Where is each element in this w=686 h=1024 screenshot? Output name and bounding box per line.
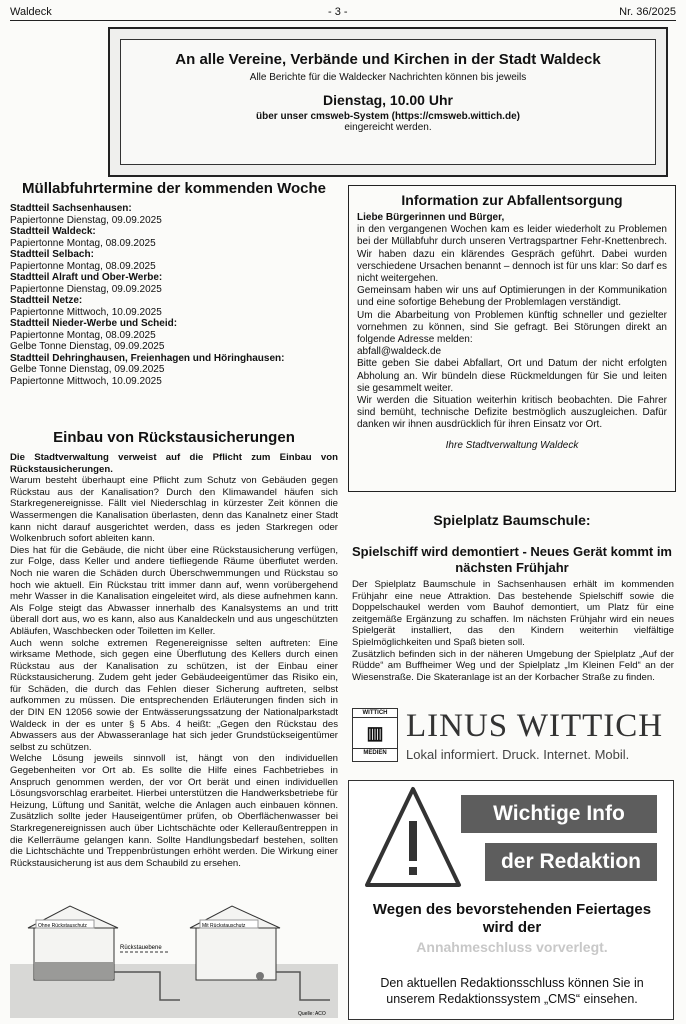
notice-inner bbox=[120, 39, 656, 165]
warning-icon bbox=[363, 785, 463, 895]
pickup-date: Papiertonne Montag, 08.09.2025 bbox=[10, 260, 156, 272]
left-column bbox=[10, 180, 338, 869]
notice-title: An alle Vereine, Verbände und Kirchen in der Stadt Waldeck bbox=[175, 51, 601, 68]
badge-top-text: WITTICH bbox=[353, 709, 397, 718]
info-main-text: Wegen des bevorstehenden Feiertages wird der bbox=[372, 901, 652, 936]
label-without: Ohne Rückstauschutz bbox=[38, 923, 87, 929]
abfall-greeting: Liebe Bürgerinnen und Bürger, bbox=[357, 212, 505, 223]
page-header bbox=[10, 6, 676, 21]
rueck-para-3: Auch wenn solche extremen Regenereignisse selten auftreten: Eine wirksame Methode, sich gegen eine Überflutung des Kellers durch einen Rückstau aus der Kanalisation zu schützen, ist der Einbau einer Rückstausicherung. Zudem geht jeder Gebäudeeigentümer das Risiko ein, für Schäden, die durch das Fehlen dieser Sicherung auftreten, selbst aufkommen zu müssen. Die entsprechenden Erläuterungen finden sich in der DIN EN 12056 sowie der Entwässerungssatzung der Nationalparkstadt Waldeck in der es unter § 5 Abs. 4 heißt: „Gegen den Rückstau des Abwassers aus der Abwasseranlage hat sich jeder Grundstückseigentümer selbst zu schützen. bbox=[10, 637, 338, 753]
rueck-para-2: Dies hat für die Gebäude, die nicht über eine Rückstausicherung verfügen, zur Folge, dass Keller und andere tiefliegende Räume überflutet werden. Noch nie waren die Schäden durch Überschwemmungen und Rückstau so hoch wie aktuell. Ein Rückstau tritt immer dann auf, wenn vorübergehend mehr Wasser in die Kanalisation eingeleitet wird, als diese aufnehmen kann. Als Folge steigt das Abwasser innerhalb des Kanalsystems an und tritt überall dort aus, wo es kann, also aus Kanaldeckeln und aus ungeschützten Abläufen, Waschbecken oder Toiletten im Keller. bbox=[10, 544, 338, 637]
muell-list bbox=[10, 203, 338, 387]
district-heading: Stadtteil Nieder-Werbe und Scheid: bbox=[10, 318, 178, 329]
abfall-para-5: Bitte geben Sie dabei Abfallart, Ort und Datum der nicht erfolgten Abholung an. Wir bündeln diese Rückmeldungen für Sie und leiten sie gesammelt weiter. bbox=[357, 358, 667, 394]
info-main-faded: Annahmeschluss vorverlegt. bbox=[416, 939, 608, 955]
abfall-para-3: Um die Abarbeitung von Problemen künftig schneller und gezielter vornehmen zu können, sind Sie gefragt. Bei Störungen direkt an folgende Adresse melden: bbox=[357, 309, 667, 346]
linus-wittich-logo bbox=[352, 708, 670, 770]
abfall-para-1: in den vergangenen Wochen kam es leider wiederholt zu Problemen bei der Müllabfuhr durch unseren Vertragspartner Fehr-Knettenbrech. Wir haben dazu ein klärendes Gespräch geführt. Dabei wurden verschiedene Ursachen benannt – dennoch ist für uns klar: So darf es nicht weitergehen. bbox=[357, 224, 667, 285]
abfall-text bbox=[357, 212, 667, 452]
spielplatz-para-2: Zusätzlich befinden sich in der näheren Umgebung der Spielplatz „Auf der Rüdde“ am Buffheimer Weg und der Spielplatz „Im Kleinen Feld“ an der Wiesenstraße. Die Skateranlage ist an der Korbacher Straße zu finden. bbox=[352, 648, 674, 683]
spielplatz-title: Spielplatz Baumschule: bbox=[433, 512, 591, 528]
pickup-date: Papiertonne Montag, 08.09.2025 bbox=[10, 329, 156, 341]
logo-tagline: Lokal informiert. Druck. Internet. Mobil. bbox=[406, 747, 630, 762]
backflow-diagram bbox=[10, 900, 338, 1018]
spielplatz-article bbox=[352, 579, 674, 683]
spielplatz-para-1: Der Spielplatz Baumschule in Sachsenhausen erhält im kommenden Frühjahr eine neue Attraktion. Das bestehende Spielschiff sowie die Doppelschaukel werden vom Bauhof demontiert, um Platz für eine zeitgemäße Ergänzung zu schaffen. Im nächsten Frühjahr wird ein neues Spielgerät installiert, das den Kindern weiterhin vielfältige Spielmöglichkeiten und Spaß bieten soll. bbox=[352, 579, 674, 648]
label-with: Mit Rückstauschutz bbox=[202, 923, 246, 929]
abfall-para-2: Gemeinsam haben wir uns auf Optimierungen in der Kommunikation und eine sofortige Behebung der Problemlagen verständigt. bbox=[357, 285, 667, 309]
abfall-signature: Ihre Stadtverwaltung Waldeck bbox=[445, 439, 579, 451]
abfall-title: Information zur Abfallentsorgung bbox=[401, 192, 623, 208]
muell-title: Müllabfuhrtermine der kommenden Woche bbox=[22, 180, 326, 197]
spielplatz-subtitle: Spielschiff wird demontiert - Neues Gerät kommt im nächsten Frühjahr bbox=[351, 544, 672, 575]
pickup-date: Papiertonne Dienstag, 09.09.2025 bbox=[10, 214, 162, 226]
badge-bottom-text: MEDIEN bbox=[353, 748, 397, 757]
logo-name: LINUS WITTICH bbox=[406, 708, 664, 744]
badge-icon: ▥ bbox=[366, 723, 384, 743]
district-heading: Stadtteil Waldeck: bbox=[10, 226, 96, 237]
info-footer: Den aktuellen Redaktionsschluss können Sie in unserem Redaktionssystem „CMS“ einsehen. bbox=[380, 976, 644, 1006]
pickup-date: Papiertonne Dienstag, 09.09.2025 bbox=[10, 283, 162, 295]
district-heading: Stadtteil Sachsenhausen: bbox=[10, 203, 132, 214]
district-heading: Stadtteil Netze: bbox=[10, 295, 83, 306]
info-banner-2: der Redaktion bbox=[485, 843, 657, 881]
pickup-date: Papiertonne Mittwoch, 10.09.2025 bbox=[10, 375, 162, 387]
info-banner-1: Wichtige Info bbox=[461, 795, 657, 833]
header-page-number: - 3 - bbox=[328, 6, 348, 18]
header-issue: Nr. 36/2025 bbox=[619, 6, 676, 18]
pickup-date: Papiertonne Mittwoch, 10.09.2025 bbox=[10, 306, 162, 318]
notice-system: über unser cmsweb-System (https://cmsweb.wittich.de) bbox=[256, 111, 520, 122]
rueck-title: Einbau von Rückstausicherungen bbox=[53, 429, 295, 446]
district-heading: Stadtteil Alraft und Ober-Werbe: bbox=[10, 272, 163, 283]
notice-deadline: Dienstag, 10.00 Uhr bbox=[323, 92, 453, 108]
notice-submit: eingereicht werden. bbox=[344, 122, 432, 133]
abfall-email: abfall@waldeck.de bbox=[357, 346, 442, 358]
pickup-date: Gelbe Tonne Dienstag, 09.09.2025 bbox=[10, 341, 165, 352]
notice-subtitle: Alle Berichte für die Waldecker Nachrichten können bis jeweils bbox=[249, 72, 527, 83]
district-heading: Stadtteil Selbach: bbox=[10, 249, 94, 260]
pickup-date: Gelbe Tonne Dienstag, 09.09.2025 bbox=[10, 364, 165, 375]
abfall-box bbox=[348, 185, 676, 492]
pickup-date: Papiertonne Montag, 08.09.2025 bbox=[10, 237, 156, 249]
header-town: Waldeck bbox=[10, 6, 52, 18]
rueck-article bbox=[10, 452, 338, 869]
rueck-lead: Die Stadtverwaltung verweist auf die Pflicht zum Einbau von Rückstausicherungen. bbox=[10, 452, 338, 475]
backflow-diagram-svg bbox=[10, 900, 338, 1018]
district-heading: Stadtteil Dehringhausen, Freienhagen und Höringhausen: bbox=[10, 352, 285, 364]
wittich-badge bbox=[352, 708, 398, 762]
rueck-para-4: Welche Lösung jeweils sinnvoll ist, hängt von den individuellen Gegebenheiten vor Ort ab. Es sollte die Hilfe eines Fachbetriebes in Anspruch genommen werden, der vor Ort berät und einen individuellen Lösungsvorschlag erarbeitet. Hierbei unterstützen die Handwerksbetriebe für Heizung, Lüftung und Sanität, welche die Anlagen auch einbauen können. Zusätzlich sollte jeder Hauseigentümer prüfen, ob Oberflächenwasser bei Starkregenereignissen auch über Lichtschächte oder Kelleraußentreppen in die Kellerräume gelangen kann. Sollte Handlungsbedarf bestehen, sollten die Lichtschächte und Treppenbrüstungen erhöht werden. Die Wirkung einer Rückstausicherung ist aus dem Schaubild zu ersehen. bbox=[10, 753, 338, 869]
abfall-para-6: Wir werden die Situation weiterhin kritisch beobachten. Die Fahrer sind bemüht, technische Defizite bestmöglich auszugleichen. Dafür danken wir ihnen ausdrücklich für ihren Einsatz vor Ort. bbox=[357, 395, 667, 431]
label-level: Rückstauebene bbox=[120, 945, 162, 951]
rueck-para-1: Warum besteht überhaupt eine Pflicht zum Schutz von Gebäuden gegen Rückstau aus der Kanalisation? Durch den Klimawandel häufen sich Starkregenereignisse. Fällt viel Niederschlag in kürzester Zeit können die Wassermengen die Kanalisation überlasten, denn das Kanalnetz einer Stadt kann nicht darauf ausgerichtet werden, dass es jeden Starkregen oder Wolkenbruch sofort ableiten kann. bbox=[10, 475, 338, 545]
figure-source: Quelle: ACO bbox=[298, 1011, 326, 1017]
redaktion-info-box bbox=[348, 780, 674, 1020]
notice-box bbox=[108, 27, 668, 177]
